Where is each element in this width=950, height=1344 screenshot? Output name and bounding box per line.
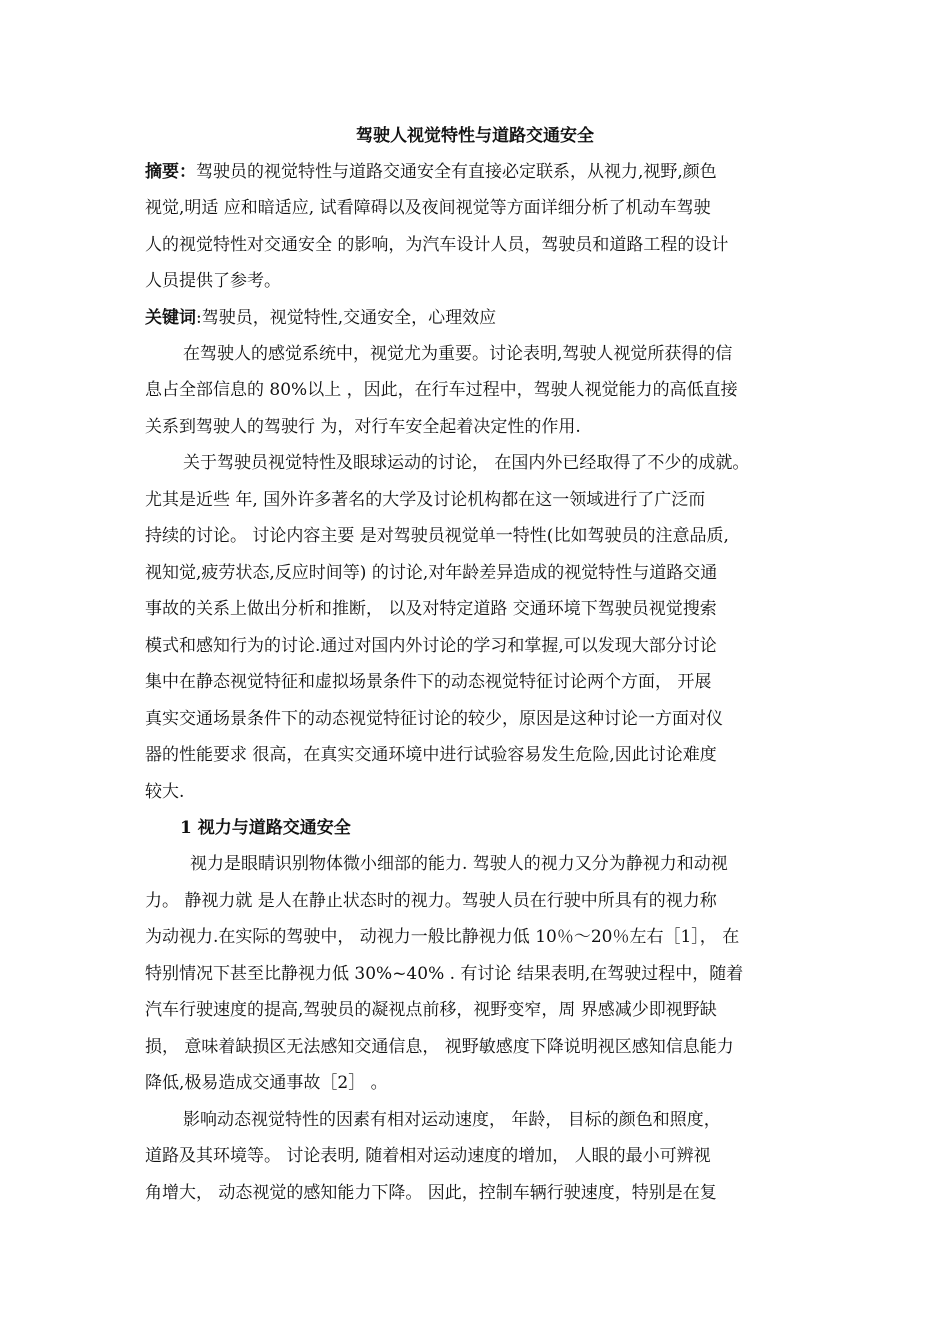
- paragraph-4-line-2: 道路及其环境等。 讨论表明, 随着相对运动速度的增加， 人眼的最小可辨视: [145, 1146, 711, 1166]
- paragraph-3-line-4: 特别情况下甚至比静视力低 30%~40% . 有讨论 结果表明,在驾驶过程中，随着: [145, 964, 744, 984]
- abstract-line-4: 人员提供了参考。: [145, 271, 281, 291]
- paragraph-4-line-3: 角增大， 动态视觉的感知能力下降。 因此，控制车辆行驶速度，特别是在复: [145, 1183, 717, 1203]
- paragraph-2-line-1: 关于驾驶员视觉特性及眼球运动的讨论， 在国内外已经取得了不少的成就。: [183, 453, 750, 473]
- abstract-text: 驾驶员的视觉特性与道路交通安全有直接必定联系，从视力,视野,颜色: [196, 162, 717, 182]
- document-title: 驾驶人视觉特性与道路交通安全: [356, 126, 594, 146]
- paragraph-3-line-3: 为动视力.在实际的驾驶中， 动视力一般比静视力低 10％～20％左右［1］， 在: [145, 927, 740, 947]
- paragraph-2-line-8: 真实交通场景条件下的动态视觉特征讨论的较少，原因是这种讨论一方面对仪: [145, 709, 723, 729]
- paragraph-2-line-9: 器的性能要求 很高，在真实交通环境中进行试验容易发生危险,因此讨论难度: [145, 745, 717, 765]
- paragraph-2-line-2: 尤其是近些 年, 国外许多著名的大学及讨论机构都在这一领域进行了广泛而: [145, 490, 706, 510]
- paragraph-2-line-6: 模式和感知行为的讨论.通过对国内外讨论的学习和掌握,可以发现大部分讨论: [145, 636, 717, 656]
- paragraph-3-line-1: 视力是眼睛识别物体微小细部的能力. 驾驶人的视力又分为静视力和动视: [190, 854, 728, 874]
- paragraph-1-line-1: 在驾驶人的感觉系统中，视觉尤为重要。讨论表明,驾驶人视觉所获得的信: [183, 344, 733, 364]
- paragraph-1-line-3: 关系到驾驶人的驾驶行 为，对行车安全起着决定性的作用.: [145, 417, 581, 437]
- abstract-line-2: 视觉,明适 应和暗适应, 试看障碍以及夜间视觉等方面详细分析了机动车驾驶: [145, 198, 711, 218]
- paragraph-2-line-10: 较大.: [145, 782, 185, 802]
- keywords-line: [145, 306, 496, 330]
- section-1-heading: 1 视力与道路交通安全: [180, 818, 351, 838]
- paragraph-2-line-4: 视知觉,疲劳状态,反应时间等) 的讨论,对年龄差异造成的视觉特性与道路交通: [145, 563, 718, 583]
- paragraph-4-line-1: 影响动态视觉特性的因素有相对运动速度， 年龄， 目标的颜色和照度，: [183, 1110, 721, 1130]
- paragraph-2-line-3: 持续的讨论。 讨论内容主要 是对驾驶员视觉单一特性(比如驾驶员的注意品质,: [145, 526, 729, 546]
- keywords-text: :驾驶员，视觉特性,交通安全，心理效应: [196, 308, 497, 328]
- keywords-label: 关键词: [145, 308, 196, 328]
- paragraph-2-line-7: 集中在静态视觉特征和虚拟场景条件下的动态视觉特征讨论两个方面， 开展: [145, 672, 712, 692]
- paragraph-2-line-5: 事故的关系上做出分析和推断， 以及对特定道路 交通环境下驾驶员视觉搜索: [145, 599, 717, 619]
- paragraph-3-line-5: 汽车行驶速度的提高,驾驶员的凝视点前移，视野变窄，周 界感减少即视野缺: [145, 1000, 717, 1020]
- abstract-line-1: [145, 160, 717, 184]
- abstract-line-3: 人的视觉特性对交通安全 的影响，为汽车设计人员，驾驶员和道路工程的设计: [145, 235, 729, 255]
- paragraph-3-line-7: 降低,极易造成交通事故［2］ 。: [145, 1073, 388, 1093]
- paragraph-3-line-6: 损， 意味着缺损区无法感知交通信息， 视野敏感度下降说明视区感知信息能力: [145, 1037, 734, 1057]
- paragraph-3-line-2: 力。 静视力就 是人在静止状态时的视力。驾驶人员在行驶中所具有的视力称: [145, 891, 717, 911]
- abstract-label: 摘要：: [145, 162, 196, 182]
- paragraph-1-line-2: 息占全部信息的 80%以上 ，因此，在行车过程中，驾驶人视觉能力的高低直接: [145, 380, 738, 400]
